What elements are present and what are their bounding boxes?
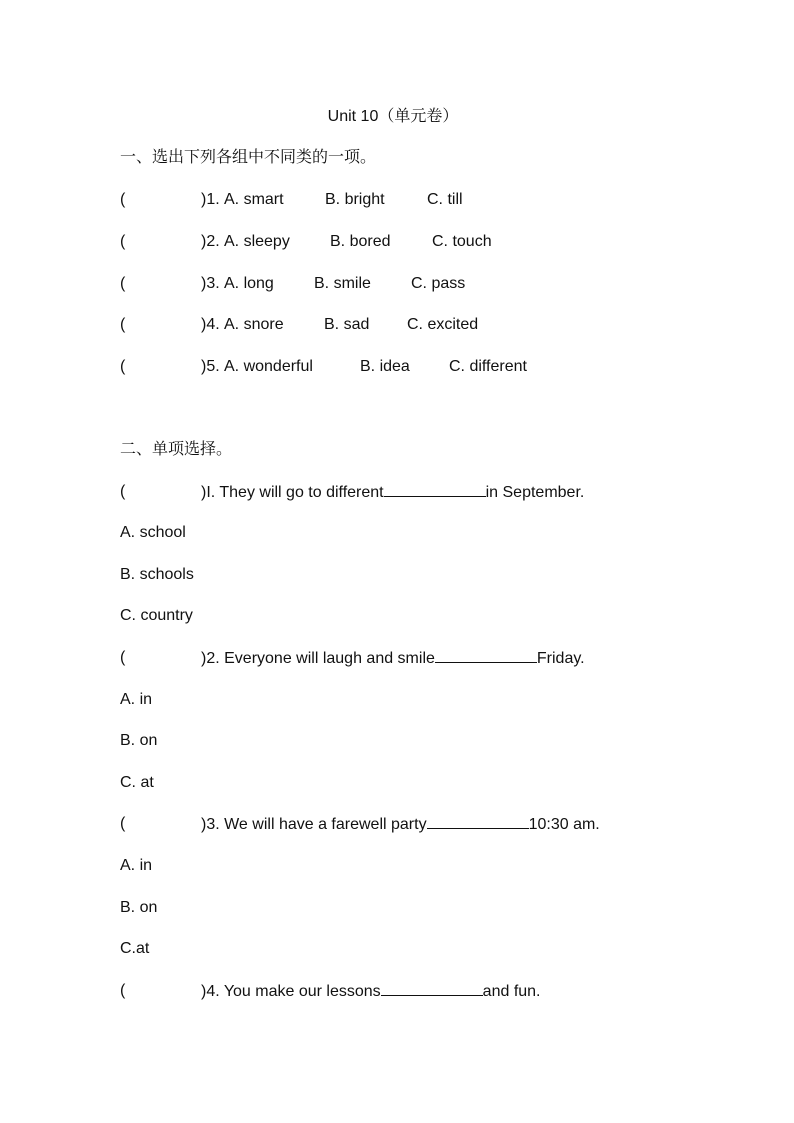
question-text: [201, 648, 585, 669]
stem-after: 10:30 am.: [528, 816, 600, 833]
option-c: C. at: [120, 774, 154, 791]
section1-heading: 一、选出下列各组中不同类的一项。: [120, 149, 377, 166]
option-c: C. touch: [432, 233, 492, 250]
option-a: A. long: [224, 275, 274, 292]
stem-before: )2. Everyone will laugh and smile: [201, 650, 435, 667]
question-text: [201, 482, 584, 503]
question-number: )4.: [201, 316, 220, 333]
option-c: C.at: [120, 940, 150, 957]
stem-before: )4. You make our lessons: [201, 983, 381, 1000]
question-number: )5.: [201, 358, 220, 375]
option-a: A. snore: [224, 316, 284, 333]
option-b: B. on: [120, 732, 158, 749]
option-b: B. schools: [120, 566, 194, 583]
answer-paren[interactable]: (: [120, 233, 126, 250]
option-b: B. idea: [360, 358, 410, 375]
answer-paren[interactable]: (: [120, 982, 126, 999]
option-a: A. smart: [224, 191, 284, 208]
option-c: C. pass: [411, 275, 466, 292]
option-b: B. bored: [330, 233, 391, 250]
option-c: C. excited: [407, 316, 479, 333]
answer-paren[interactable]: (: [120, 275, 126, 292]
option-c: C. country: [120, 607, 193, 624]
stem-after: Friday.: [536, 650, 585, 667]
option-a: A. in: [120, 691, 153, 708]
section2-heading: 二、单项选择。: [120, 441, 233, 458]
question-text: [201, 814, 600, 835]
option-c: C. till: [427, 191, 463, 208]
question-number: )2.: [201, 233, 220, 250]
fill-blank[interactable]: [427, 814, 529, 829]
question-text: [201, 981, 541, 1002]
option-b: B. sad: [324, 316, 370, 333]
stem-before: )3. We will have a farewell party: [201, 816, 427, 833]
stem-after: and fun.: [482, 983, 541, 1000]
stem-after: in September.: [485, 484, 585, 501]
option-a: A. in: [120, 857, 153, 874]
option-c: C. different: [449, 358, 527, 375]
answer-paren[interactable]: (: [120, 358, 126, 375]
fill-blank[interactable]: [381, 981, 483, 996]
answer-paren[interactable]: (: [120, 815, 126, 832]
answer-paren[interactable]: (: [120, 316, 126, 333]
stem-before: )I. They will go to different: [201, 484, 384, 501]
option-b: B. smile: [314, 275, 371, 292]
option-a: A. school: [120, 524, 186, 541]
question-number: )1.: [201, 191, 220, 208]
option-b: B. on: [120, 899, 158, 916]
answer-paren[interactable]: (: [120, 649, 126, 666]
question-number: )3.: [201, 275, 220, 292]
option-a: A. sleepy: [224, 233, 290, 250]
answer-paren[interactable]: (: [120, 191, 126, 208]
option-a: A. wonderful: [224, 358, 313, 375]
fill-blank[interactable]: [384, 482, 486, 497]
page-title: Unit 10（单元卷）: [327, 108, 459, 125]
fill-blank[interactable]: [435, 648, 537, 663]
option-b: B. bright: [325, 191, 385, 208]
answer-paren[interactable]: (: [120, 483, 126, 500]
